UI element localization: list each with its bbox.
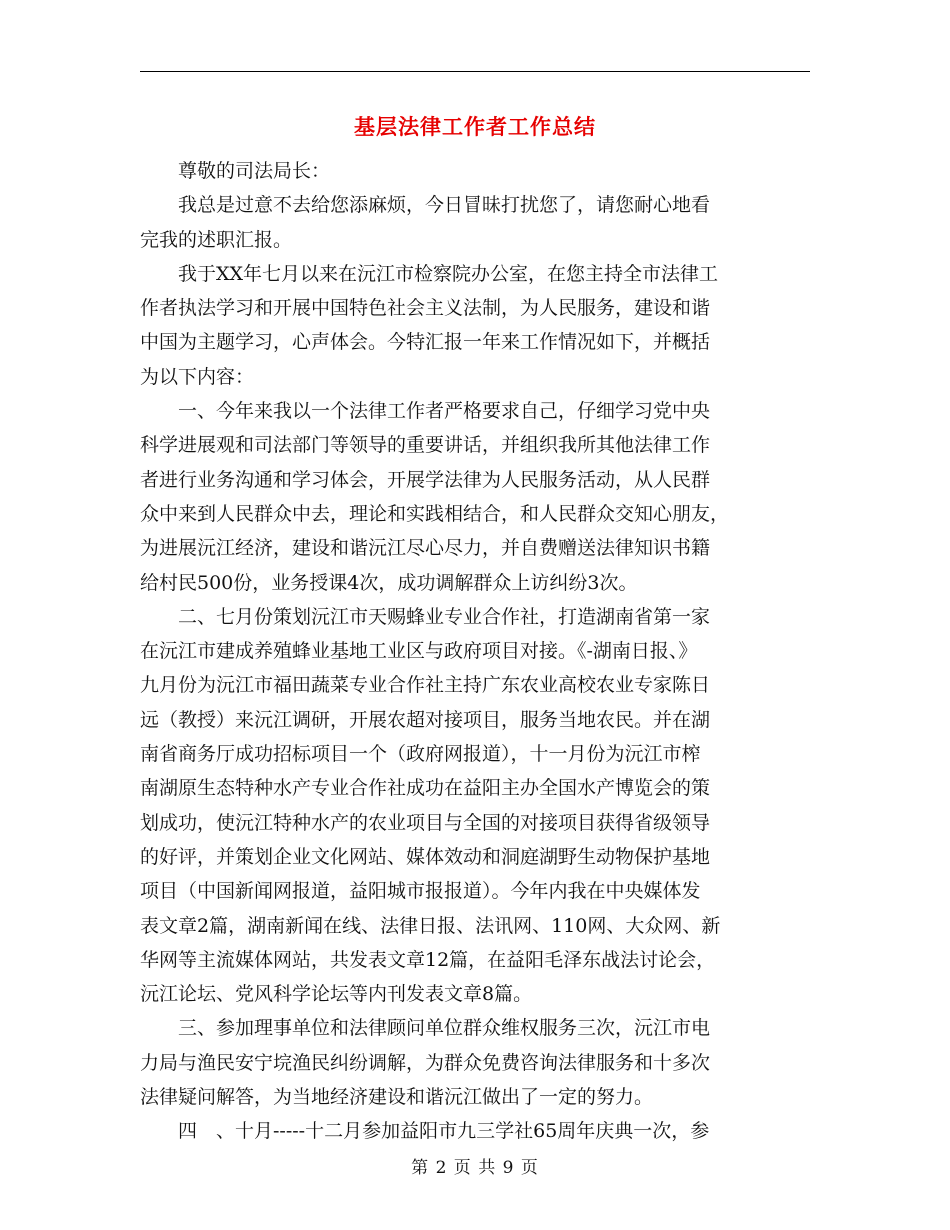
body-line: 科学进展观和司法部门等领导的重要讲话，并组织我所其他法律工作 — [140, 434, 711, 457]
body-line: 划成功，使沅江特种水产的农业项目与全国的对接项目获得省级领导 — [140, 811, 711, 834]
body-line: 法律疑问解答，为当地经济建设和谐沅江做出了一定的努力。 — [140, 1086, 654, 1109]
body-line: 沅江论坛、党风科学论坛等内刊发表文章8篇。 — [140, 983, 533, 1006]
body-line: 三、参加理事单位和法律顾问单位群众维权服务三次，沅江市电 — [140, 1017, 711, 1040]
body-line: 作者执法学习和开展中国特色社会主义法制，为人民服务，建设和谐 — [140, 297, 711, 320]
body-line: 尊敬的司法局长： — [140, 160, 331, 182]
body-line: 一、今年来我以一个法律工作者严格要求自己，仔细学习党中央 — [140, 400, 711, 423]
body-line: 表文章2篇，湖南新闻在线、法律日报、法讯网、110网、大众网、新 — [140, 914, 721, 937]
body-line: 四 、十月-----十二月参加益阳市九三学社65周年庆典一次，参 — [140, 1120, 710, 1143]
body-line: 众中来到人民群众中去，理论和实践相结合，和人民群众交知心朋友， — [140, 502, 730, 525]
body-line: 南湖原生态特种水产专业合作社成功在益阳主办全国水产博览会的策 — [140, 777, 711, 800]
body-line: 二、七月份策划沅江市天赐蜂业专业合作社，打造湖南省第一家 — [140, 605, 711, 628]
body-line: 力局与渔民安宁垸渔民纠纷调解，为群众免费咨询法律服务和十多次 — [140, 1051, 711, 1074]
body-line: 我于XX年七月以来在沅江市检察院办公室，在您主持全市法律工 — [140, 262, 719, 285]
body-line: 中国为主题学习，心声体会。今特汇报一年来工作情况如下，并概括 — [140, 331, 711, 354]
document-body — [140, 154, 810, 1149]
body-line: 南省商务厅成功招标项目一个（政府网报道），十一月份为沅江市榨 — [140, 743, 701, 766]
body-line: 九月份为沅江市福田蔬菜专业合作社主持广东农业高校农业专家陈日 — [140, 674, 711, 697]
body-line: 者进行业务沟通和学习体会，开展学法律为人民服务活动，从人民群 — [140, 468, 711, 491]
document-title: 基层法律工作者工作总结 — [354, 114, 596, 139]
body-line: 的好评，并策划企业文化网站、媒体效动和洞庭湖野生动物保护基地 — [140, 845, 711, 868]
body-line: 我总是过意不去给您添麻烦，今日冒昧打扰您了，请您耐心地看 — [140, 194, 711, 217]
body-line: 完我的述职汇报。 — [140, 228, 293, 251]
body-line: 为进展沅江经济，建设和谐沅江尽心尽力，并自费赠送法律知识书籍 — [140, 537, 711, 560]
body-line: 为以下内容： — [140, 365, 255, 388]
body-line: 远（教授）来沅江调研，开展农超对接项目，服务当地农民。并在湖 — [140, 708, 711, 731]
body-line: 给村民500份，业务授课4次，成功调解群众上访纠纷3次。 — [140, 571, 638, 594]
page-footer: 第 2 页 共 9 页 — [411, 1158, 539, 1178]
header-rule — [140, 71, 810, 72]
body-line: 华网等主流媒体网站，共发表文章12篇，在益阳毛泽东战法讨论会， — [140, 948, 716, 971]
body-line: 在沅江市建成养殖蜂业基地工业区与政府项目对接。《-湖南日报、》 — [140, 640, 698, 663]
body-line: 项目（中国新闻网报道，益阳城市报报道）。今年内我在中央媒体发 — [140, 880, 701, 903]
